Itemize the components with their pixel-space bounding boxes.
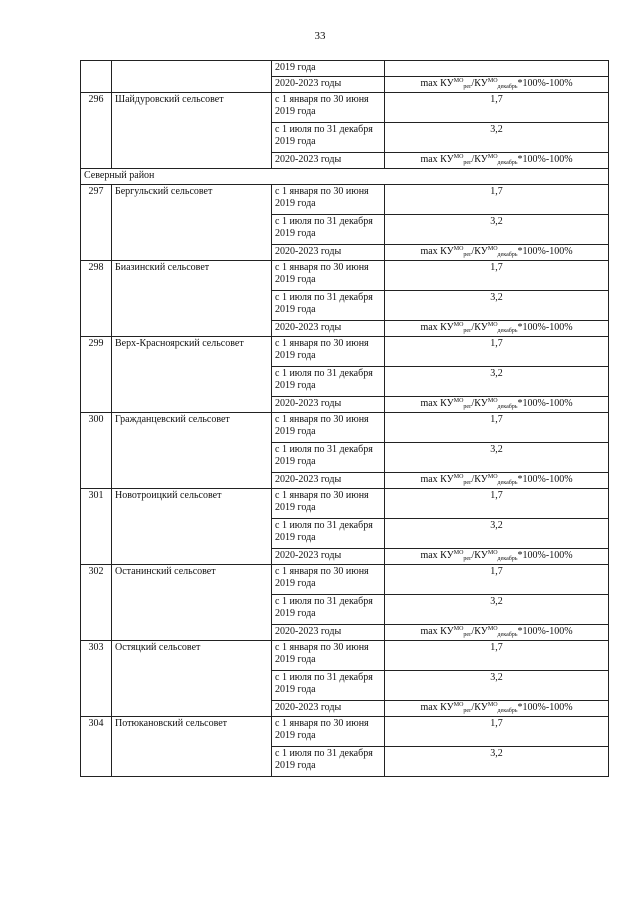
cell-name xyxy=(112,61,272,93)
value-first-half: 1,7 xyxy=(385,185,609,215)
row-number: 304 xyxy=(81,717,112,777)
formula-sub: декабрь xyxy=(497,708,518,714)
cell-formula xyxy=(385,245,609,261)
period-first-half: с 1 января по 30 июня 2019 года xyxy=(272,337,385,367)
period-years: 2020-2023 годы xyxy=(272,701,385,717)
formula-slash: /КУ xyxy=(471,78,488,89)
formula-slash: /КУ xyxy=(471,398,488,409)
municipality-name: Биазинский сельсовет xyxy=(112,261,272,337)
period-second-half: с 1 июля по 31 декабря 2019 года xyxy=(272,747,385,777)
formula-sub: рег xyxy=(463,84,472,90)
formula-prefix: max КУ xyxy=(420,626,454,637)
value-first-half: 1,7 xyxy=(385,717,609,747)
table-row xyxy=(81,93,609,123)
cell-num xyxy=(81,61,112,93)
row-number: 303 xyxy=(81,641,112,717)
value-first-half: 1,7 xyxy=(385,337,609,367)
table-row xyxy=(81,261,609,291)
formula-sub: декабрь xyxy=(497,328,518,334)
formula-sub: декабрь xyxy=(497,252,518,258)
period-first-half: с 1 января по 30 июня 2019 года xyxy=(272,185,385,215)
formula-slash: /КУ xyxy=(471,246,488,257)
table-row xyxy=(81,61,609,77)
formula-slash: /КУ xyxy=(471,550,488,561)
row-number: 301 xyxy=(81,489,112,565)
cell-formula xyxy=(385,701,609,717)
formula-sub: декабрь xyxy=(497,556,518,562)
table-row xyxy=(81,185,609,215)
formula-sub: декабрь xyxy=(497,84,518,90)
formula-prefix: max КУ xyxy=(420,702,454,713)
formula-sup: МО xyxy=(487,78,498,84)
formula-suffix: *100%-100% xyxy=(517,154,573,165)
formula-sup: МО xyxy=(453,246,464,252)
period-second-half: с 1 июля по 31 декабря 2019 года xyxy=(272,671,385,701)
formula-prefix: max КУ xyxy=(420,398,454,409)
period-first-half: с 1 января по 30 июня 2019 года xyxy=(272,261,385,291)
cell-value xyxy=(385,61,609,77)
period-second-half: с 1 июля по 31 декабря 2019 года xyxy=(272,595,385,625)
formula-suffix: *100%-100% xyxy=(517,550,573,561)
formula-slash: /КУ xyxy=(471,474,488,485)
table-row xyxy=(81,641,609,671)
table-row xyxy=(81,337,609,367)
table-row xyxy=(81,169,609,185)
formula-sup: МО xyxy=(453,474,464,480)
formula-sup: МО xyxy=(487,322,498,328)
cell-formula xyxy=(385,549,609,565)
value-second-half: 3,2 xyxy=(385,747,609,777)
period-second-half: с 1 июля по 31 декабря 2019 года xyxy=(272,123,385,153)
formula-prefix: max КУ xyxy=(420,322,454,333)
municipality-name: Шайдуровский сельсовет xyxy=(112,93,272,169)
municipality-name: Остяцкий сельсовет xyxy=(112,641,272,717)
period-years: 2020-2023 годы xyxy=(272,397,385,413)
row-number: 302 xyxy=(81,565,112,641)
table-row xyxy=(81,489,609,519)
formula-suffix: *100%-100% xyxy=(517,626,573,637)
formula-suffix: *100%-100% xyxy=(517,246,573,257)
formula-suffix: *100%-100% xyxy=(517,78,573,89)
cell-formula xyxy=(385,321,609,337)
formula-sub: рег xyxy=(463,632,472,638)
value-second-half: 3,2 xyxy=(385,595,609,625)
formula-sup: МО xyxy=(487,246,498,252)
formula-sub: рег xyxy=(463,160,472,166)
formula-sup: МО xyxy=(453,626,464,632)
page-number: 33 xyxy=(314,30,326,42)
period-first-half: с 1 января по 30 июня 2019 года xyxy=(272,641,385,671)
table-row xyxy=(81,413,609,443)
period-years: 2020-2023 годы xyxy=(272,549,385,565)
formula-slash: /КУ xyxy=(471,154,488,165)
formula-sup: МО xyxy=(487,398,498,404)
row-number: 296 xyxy=(81,93,112,169)
period-years: 2020-2023 годы xyxy=(272,321,385,337)
cell-formula xyxy=(385,473,609,489)
cell-formula xyxy=(385,397,609,413)
formula-sup: МО xyxy=(453,550,464,556)
period-first-half: с 1 января по 30 июня 2019 года xyxy=(272,565,385,595)
value-first-half: 1,7 xyxy=(385,261,609,291)
formula-sup: МО xyxy=(453,322,464,328)
table-row xyxy=(81,717,609,747)
formula-slash: /КУ xyxy=(471,626,488,637)
formula-sub: рег xyxy=(463,480,472,486)
value-first-half: 1,7 xyxy=(385,641,609,671)
period-years: 2020-2023 годы xyxy=(272,473,385,489)
formula-sub: декабрь xyxy=(497,480,518,486)
cell-formula xyxy=(385,625,609,641)
period-second-half: с 1 июля по 31 декабря 2019 года xyxy=(272,519,385,549)
formula-sub: рег xyxy=(463,404,472,410)
region-heading: Северный район xyxy=(81,169,609,185)
formula-prefix: max КУ xyxy=(420,246,454,257)
formula-sup: МО xyxy=(487,702,498,708)
municipality-name: Новотроицкий сельсовет xyxy=(112,489,272,565)
cell-formula xyxy=(385,153,609,169)
formula-sup: МО xyxy=(487,550,498,556)
cell-period: 2020-2023 годы xyxy=(272,77,385,93)
value-second-half: 3,2 xyxy=(385,123,609,153)
value-second-half: 3,2 xyxy=(385,367,609,397)
formula-sub: рег xyxy=(463,708,472,714)
period-first-half: с 1 января по 30 июня 2019 года xyxy=(272,93,385,123)
formula-prefix: max КУ xyxy=(420,154,454,165)
table-row xyxy=(81,565,609,595)
value-first-half: 1,7 xyxy=(385,489,609,519)
formula-suffix: *100%-100% xyxy=(517,398,573,409)
period-first-half: с 1 января по 30 июня 2019 года xyxy=(272,489,385,519)
formula-sup: МО xyxy=(453,702,464,708)
period-second-half: с 1 июля по 31 декабря 2019 года xyxy=(272,291,385,321)
value-first-half: 1,7 xyxy=(385,93,609,123)
formula-sub: рег xyxy=(463,252,472,258)
value-second-half: 3,2 xyxy=(385,443,609,473)
value-second-half: 3,2 xyxy=(385,519,609,549)
formula-sub: декабрь xyxy=(497,404,518,410)
period-first-half: с 1 января по 30 июня 2019 года xyxy=(272,413,385,443)
period-second-half: с 1 июля по 31 декабря 2019 года xyxy=(272,215,385,245)
formula-sup: МО xyxy=(487,474,498,480)
municipality-name: Гражданцевский сельсовет xyxy=(112,413,272,489)
formula-suffix: *100%-100% xyxy=(517,702,573,713)
municipality-name: Останинский сельсовет xyxy=(112,565,272,641)
period-second-half: с 1 июля по 31 декабря 2019 года xyxy=(272,443,385,473)
formula-prefix: max КУ xyxy=(420,474,454,485)
formula-sub: декабрь xyxy=(497,632,518,638)
row-number: 299 xyxy=(81,337,112,413)
tariff-table-body xyxy=(81,61,609,777)
cell-formula xyxy=(385,77,609,93)
period-second-half: с 1 июля по 31 декабря 2019 года xyxy=(272,367,385,397)
row-number: 300 xyxy=(81,413,112,489)
value-first-half: 1,7 xyxy=(385,565,609,595)
value-second-half: 3,2 xyxy=(385,671,609,701)
formula-slash: /КУ xyxy=(471,702,488,713)
formula-prefix: max КУ xyxy=(420,550,454,561)
cell-period: 2019 года xyxy=(272,61,385,77)
formula-sup: МО xyxy=(453,78,464,84)
formula-sub: декабрь xyxy=(497,160,518,166)
municipality-name: Верх-Красноярский сельсовет xyxy=(112,337,272,413)
formula-sup: МО xyxy=(487,154,498,160)
period-years: 2020-2023 годы xyxy=(272,153,385,169)
row-number: 297 xyxy=(81,185,112,261)
formula-prefix: max КУ xyxy=(420,78,454,89)
formula-sup: МО xyxy=(453,154,464,160)
municipality-name: Бергульский сельсовет xyxy=(112,185,272,261)
period-years: 2020-2023 годы xyxy=(272,625,385,641)
formula-sub: рег xyxy=(463,556,472,562)
value-second-half: 3,2 xyxy=(385,215,609,245)
value-first-half: 1,7 xyxy=(385,413,609,443)
value-second-half: 3,2 xyxy=(385,291,609,321)
row-number: 298 xyxy=(81,261,112,337)
formula-suffix: *100%-100% xyxy=(517,474,573,485)
tariff-table xyxy=(80,60,609,777)
formula-sup: МО xyxy=(453,398,464,404)
formula-suffix: *100%-100% xyxy=(517,322,573,333)
municipality-name: Потюкановский сельсовет xyxy=(112,717,272,777)
formula-slash: /КУ xyxy=(471,322,488,333)
period-first-half: с 1 января по 30 июня 2019 года xyxy=(272,717,385,747)
period-years: 2020-2023 годы xyxy=(272,245,385,261)
formula-sub: рег xyxy=(463,328,472,334)
formula-sup: МО xyxy=(487,626,498,632)
